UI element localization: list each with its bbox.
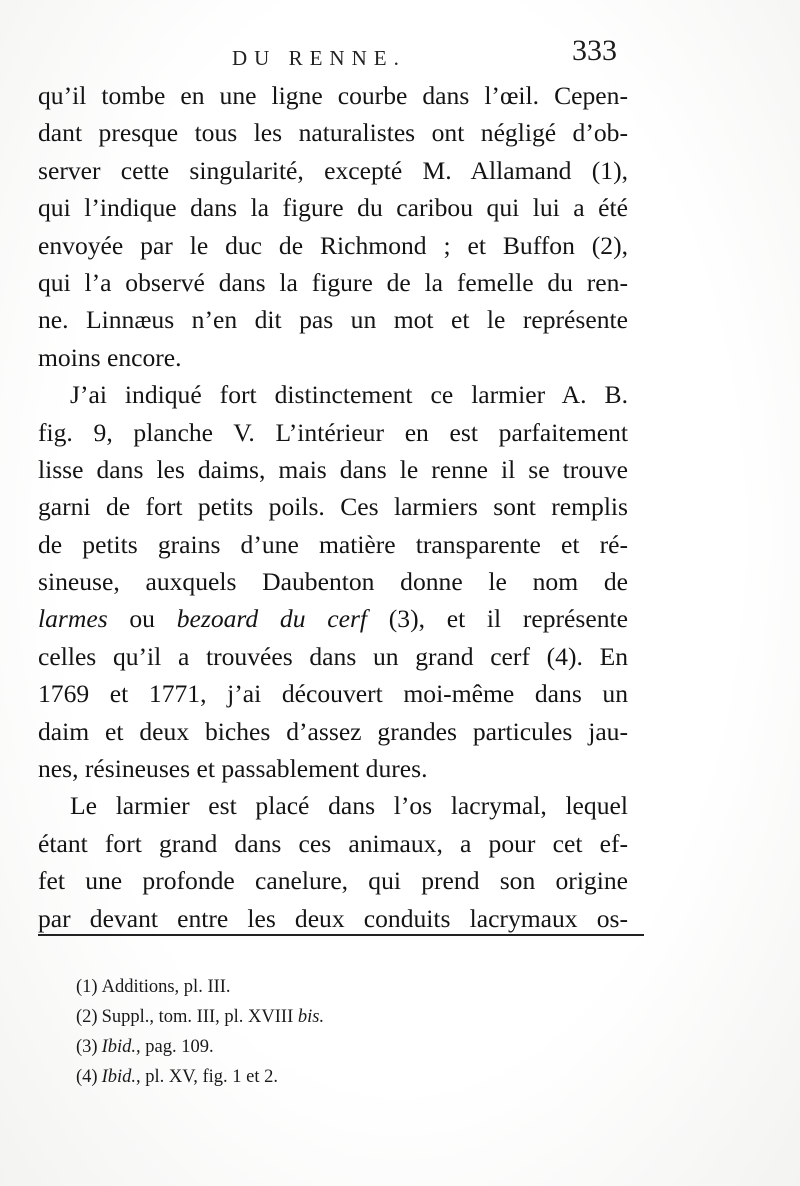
footnotes [76, 972, 324, 1092]
text-segment: sineuse, auxquels Daubenton donne le nom de [38, 567, 628, 597]
text-line [38, 713, 628, 750]
text-line [38, 376, 628, 413]
text-segment: 1769 et 1771, j’ai découvert moi-même dans un [38, 679, 628, 709]
footnote-ref: (2) [76, 1007, 98, 1027]
text-segment: qui l’indique dans la figure du caribou qui lui a été [38, 193, 628, 223]
italic-text: bezoard du cerf [176, 604, 368, 634]
text-segment: Le larmier est placé dans l’os lacrymal, lequel [70, 791, 628, 821]
text-segment: moins encore. [38, 342, 182, 372]
text-segment: ou [107, 604, 177, 634]
footnote [76, 1062, 324, 1092]
text-line [38, 77, 628, 114]
italic-text: bis. [297, 1007, 325, 1027]
text-segment: daim et deux biches d’assez grandes particules jau- [38, 716, 628, 746]
text-segment: nes, résineuses et passablement dures. [38, 754, 428, 784]
text-segment: server cette singularité, excepté M. Allamand (1), [38, 155, 628, 185]
text-line [38, 862, 628, 899]
footnote [76, 972, 324, 1002]
italic-text: Ibid. [101, 1067, 137, 1087]
text-line [38, 900, 628, 937]
text-line [38, 563, 628, 600]
footnote [76, 1032, 324, 1062]
text-line [38, 787, 628, 824]
main-text [38, 77, 628, 937]
text-line [38, 638, 628, 675]
footnote-text: Suppl., tom. III, pl. XVIII [101, 1007, 298, 1027]
text-segment: fig. 9, planche V. L’intérieur en est parfaitement [38, 417, 628, 447]
text-line [38, 526, 628, 563]
text-line [38, 114, 628, 151]
text-line [38, 825, 628, 862]
text-line [38, 301, 628, 338]
text-line [38, 339, 628, 376]
text-line [38, 451, 628, 488]
italic-text: larmes [38, 604, 108, 634]
italic-text: Ibid. [101, 1037, 137, 1057]
text-segment: dant presque tous les naturalistes ont négligé d’ob- [38, 118, 628, 148]
text-segment: qu’il tombe en une ligne courbe dans l’œil. Cepen- [38, 81, 628, 110]
text-segment: (3), et il représente [367, 604, 628, 634]
text-segment: ne. Linnæus n’en dit pas un mot et le représente [38, 305, 628, 335]
text-line [38, 264, 628, 301]
footnote-text: , pag. 109. [136, 1037, 214, 1057]
page-number: 333 [572, 34, 617, 67]
text-line [38, 750, 628, 787]
text-segment: par devant entre les deux conduits lacrymaux os- [38, 903, 628, 933]
text-segment: fet une profonde canelure, qui prend son origine [38, 866, 628, 896]
footnote-text: Additions, pl. III. [101, 977, 231, 997]
text-line [38, 488, 628, 525]
text-line [38, 152, 628, 189]
text-segment: étant fort grand dans ces animaux, a pour cet ef- [38, 828, 628, 858]
text-line [38, 227, 628, 264]
text-segment: lisse dans les daims, mais dans le renne il se trouve [38, 454, 628, 484]
text-segment: J’ai indiqué fort distinctement ce larmier A. B. [70, 380, 628, 410]
text-line [38, 414, 628, 451]
page-header [0, 34, 800, 82]
text-line [38, 675, 628, 712]
footnote-text: , pl. XV, fig. 1 et 2. [136, 1067, 279, 1087]
running-title: DU RENNE. [232, 46, 406, 70]
footnote-ref: (1) [76, 977, 98, 997]
text-segment: garni de fort petits poils. Ces larmiers sont remplis [38, 492, 628, 522]
footnote [76, 1002, 324, 1032]
footnote-ref: (3) [76, 1037, 98, 1057]
text-line [38, 189, 628, 226]
text-segment: de petits grains d’une matière transparente et ré- [38, 529, 628, 559]
text-segment: envoyée par le duc de Richmond ; et Buffon (2), [38, 230, 628, 260]
text-segment: qui l’a observé dans la figure de la femelle du ren- [38, 267, 628, 297]
footnote-divider [38, 934, 644, 936]
text-segment: celles qu’il a trouvées dans un grand cerf (4). En [38, 641, 628, 671]
footnote-ref: (4) [76, 1067, 98, 1087]
text-line [38, 600, 628, 637]
